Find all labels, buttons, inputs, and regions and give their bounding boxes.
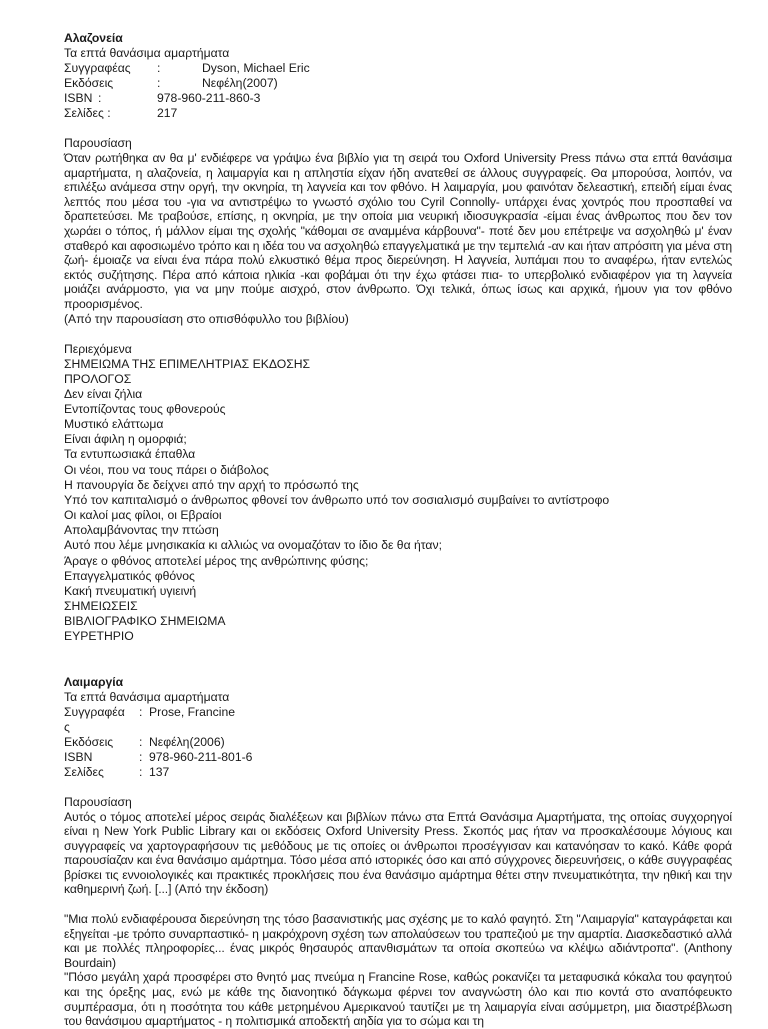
pages-value: 217 [157,106,178,120]
toc-item: Οι καλοί μας φίλοι, οι Εβραίοι [64,508,222,523]
review-quote: "Μια πολύ ενδιαφέρουσα διερεύνηση της τόσο βασανιστικής μας σχέσης με το καλό φαγητό. Στη "Λαιμαργία" καταγράφεται και εξηγείται -με τρόπο συναρπαστικό- η μακρόχρονη σχέση των απολαύσεων του τραπεζιού με την αμαρτία. Διασκεδαστικό αλλά και με πολλές πληροφορίες... ένας μικρός θησαυρός απανθισμάτων τα οποία σκοπεύω να κλέψω αδιάντροπα". (Anthony Bourdain) [64,912,732,970]
toc-item: Μυστικό ελάττωμα [64,417,164,432]
pages-value: 137 [149,764,170,779]
toc-item: ΒΙΒΛΙΟΓΡΑΦΙΚΟ ΣΗΜΕΙΩΜΑ [64,614,226,629]
presentation-heading: Παρουσίαση [64,794,132,809]
presentation-text: Όταν ρωτήθηκα αν θα μ' ενδιέφερε να γράψω ένα βιβλίο για τη σειρά του Oxford University Press πάνω στα επτά θανάσιμα αμαρτήματα, η αλαζονεία, η λαιμαργία και η απληστία είχαν ήδη ανατεθεί σε άλλους συγγραφείς. Θα μπορούσα, λοιπόν, να επιλέξω ανάμεσα στην οργή, την οκνηρία, τη λαγνεία και τον φθόνο. Η λαιμαργία, μου φαινόταν δελεαστική, επειδή είμαι ένας λεπτός που μέσα του -για να αντιστρέψω το γνωστό σχόλιο του Cyril Connolly- υπάρχει ένας χοντρός που προσπαθεί να δραπετεύσει. Με τραβούσε, επίσης, η οκνηρία, με την οποία μια νευρική ιδιοσυγκρασία -είμαι ένας άνθρωπος που δεν τον χωράει ο τόπος, ή μάλλον είμαι της σχολής "κάθομαι σε αναμμένα κάρβουνα"- ποτέ δεν μου επέτρεψε να ασχοληθώ μ' έναν σταθερό και αφοσιωμένο τρόπο και η ιδέα του να ασχοληθώ επαγγελματικά με την τεμπελιά -αν και ήταν απρόσιτη για μένα στη ζωή- έμοιαζε να είναι ένα πάρα πολύ ελκυστικό θέμα προς διερεύνηση. Η λαγνεία, λυπάμαι που το αναφέρω, ήταν εντελώς εκτός συζήτησης. Πέρα από κάποια ηλικία -και φοβάμαι ότι την έχω φτάσει πια- το υπερβολικό ενδιαφέρον για τη λαγνεία μοιάζει ανάρμοστο, για να μην πούμε αισχρό, στον άνθρωπο. Όχι τελικά, όπως ίσως και αρχικά, ήμουν για τον φθόνο προορισμένος. [64,151,732,311]
toc-item: Δεν είναι ζήλια [64,386,143,401]
toc-item: ΣΗΜΕΙΩΣΕΙΣ [64,599,138,614]
toc-item: Επαγγελματικός φθόνος [64,568,195,583]
toc-item: Απολαμβάνοντας την πτώση [64,523,219,538]
publisher-value: Νεφέλη(2007) [202,76,278,90]
book-title: Αλαζονεία [64,31,123,45]
isbn-row [64,750,732,765]
publisher-row [64,735,732,750]
publisher-label: Εκδόσεις [64,76,114,90]
publisher-row [64,76,732,91]
author-label-wrap: ς [64,719,70,734]
pages-label: Σελίδες : [64,106,111,120]
pages-label: Σελίδες [64,764,104,779]
isbn-label: ISBN [64,749,93,764]
author-row [64,705,732,720]
author-label: Συγγραφέας [64,61,131,75]
pages-sep: : [139,764,143,779]
isbn-sep: : [98,91,102,105]
author-sep: : [139,704,143,719]
publisher-sep: : [139,734,143,749]
toc-item: Οι νέοι, που να τους πάρει ο διάβολος [64,462,269,477]
publisher-value: Νεφέλη(2006) [149,734,225,749]
pages-row [64,765,732,780]
isbn-row [64,91,732,106]
book-title: Λαιμαργία [64,674,124,689]
pages-row [64,106,732,121]
toc-item: ΕΥΡΕΤΗΡΙΟ [64,629,134,644]
toc-item: ΣΗΜΕΙΩΜΑ ΤΗΣ ΕΠΙΜΕΛΗΤΡΙΑΣ ΕΚΔΟΣΗΣ [64,356,311,371]
author-label: Συγγραφέα [64,704,125,719]
book-series: Τα επτά θανάσιμα αμαρτήματα [64,46,230,60]
author-value: Dyson, Michael Eric [202,61,310,75]
toc-item: Αυτό που λέμε μνησικακία κι αλλιώς να ονομαζόταν το ίδιο δε θα ήταν; [64,538,442,553]
isbn-value: 978-960-211-860-3 [157,91,261,105]
toc-item: Υπό τον καπιταλισμό ο άνθρωπος φθονεί τον άνθρωπο υπό τον σοσιαλισμό συμβαίνει το αντίστροφο [64,492,610,507]
toc-item: ΠΡΟΛΟΓΟΣ [64,371,132,386]
author-row [64,61,732,76]
document-page [64,31,732,1029]
isbn-label: ISBN [64,91,93,105]
isbn-sep: : [139,749,143,764]
presentation-heading: Παρουσίαση [64,136,132,150]
presentation-note: (Από την παρουσίαση στο οπισθόφυλλο του βιβλίου) [64,311,349,326]
toc-heading: Περιεχόμενα [64,341,132,356]
presentation-text: Αυτός ο τόμος αποτελεί μέρος σειράς διαλέξεων και βιβλίων πάνω στα Επτά Θανάσιμα Αμαρτήματα, της οποίας συγχορηγοί είναι η New York Public Library και οι εκδόσεις Oxford University Press. Σκοπός μας ήταν να προσκαλέσουμε λόγιους και συγγραφείς να χαρτογραφήσουν τις μεθόδους με τις οποίες οι άνθρωποι προσέγγισαν και κατανόησαν το κακό. Κάθε φορά παρουσίαζαν και ένα θανάσιμο αμάρτημα. Τόσο μέσα από ιστορικές όσο και από σύγχρονες διερευνήσεις, ο κάθε συγγραφέας βρίσκει τις εννοιολογικές και πρακτικές προκλήσεις που ένα θανάσιμο αμάρτημα θέτει στην πνευματικότητα, την ηθική και την καθημερινή ζωή. [...] (Από την έκδοση) [64,809,732,897]
author-sep: : [157,61,161,75]
toc-item: Άραγε ο φθόνος αποτελεί μέρος της ανθρώπινης φύσης; [64,553,369,568]
book-series: Τα επτά θανάσιμα αμαρτήματα [64,689,230,704]
toc-item: Η πανουργία δε δείχνει από την αρχή το πρόσωπό της [64,477,359,492]
author-value: Prose, Francine [149,704,236,719]
isbn-value: 978-960-211-801-6 [149,749,253,764]
table-of-contents [64,357,732,645]
toc-item: Κακή πνευματική υγιεινή [64,583,197,598]
publisher-sep: : [157,76,161,90]
toc-item: Εντοπίζοντας τους φθονερούς [64,402,226,416]
publisher-label: Εκδόσεις [64,734,114,749]
review-quote: "Πόσο μεγάλη χαρά προσφέρει στο θνητό μας πνεύμα η Francine Rose, καθώς ροκανίζει τα μεταφυσικά κόκαλα του φαγητού και της όρεξης μας, ενώ με κάθε της διανοητικό δάγκωμα φέρνει τον αναγνώστη όλο και πιο κοντά στο αναπόφευκτο συμπέρασμα, ότι η ποσότητα του κάθε μετρημένου Αμερικανού ταυτίζει με τη λαιμαργία είναι ασύμμετρη, μια διαστρέβλωση του θανάσιμου αμαρτήματος - η πολιτισμικά αποδεκτή αηδία για το σώμα και τη [64,970,732,1029]
toc-item: Τα εντυπωσιακά έπαθλα [64,447,196,462]
toc-item: Είναι άφιλη η ομορφιά; [64,432,187,447]
